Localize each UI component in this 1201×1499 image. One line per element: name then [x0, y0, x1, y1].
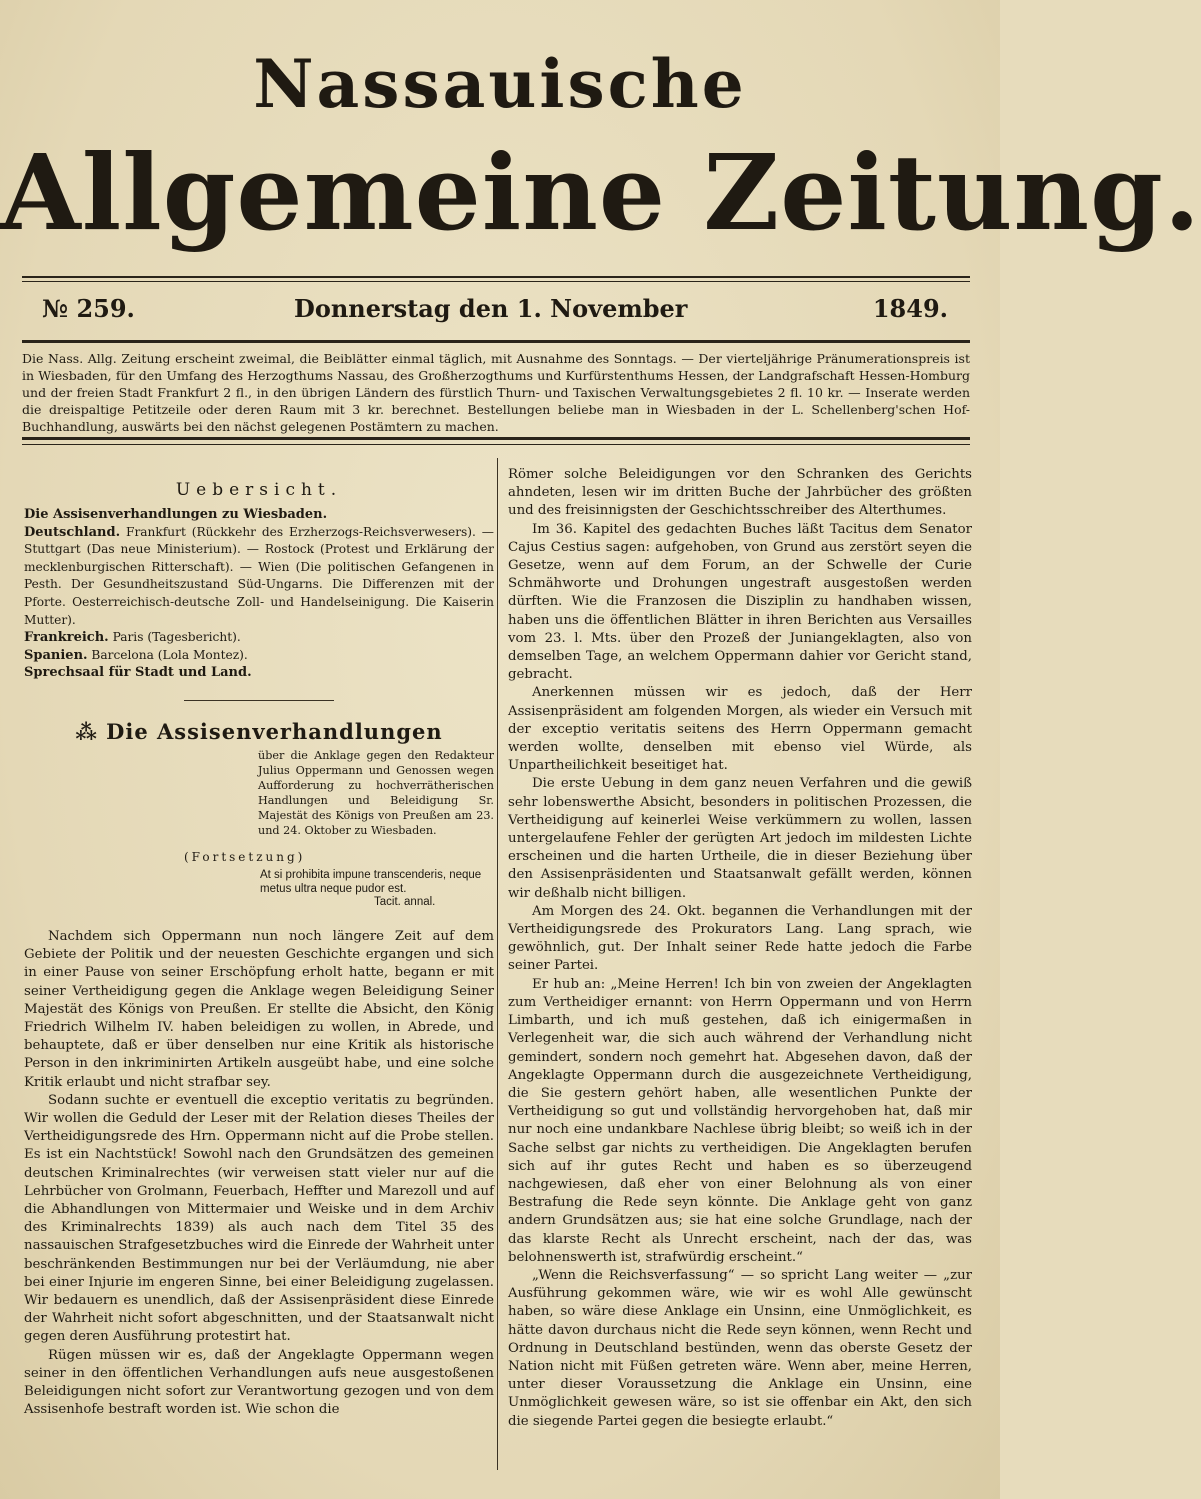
article-paragraph: Er hub an: „Meine Herren! Ich bin von zweien der Angeklagten zum Vertheidiger ernannt: von Herrn Oppermann und von Herrn Limbarth, und ich muß gestehen, daß ich einigermaßen in Verlegenheit war, die sich auch während der Verhandlung nicht gemindert, sondern noch gemehrt hat. Abgesehen davon, daß der Angeklagte Oppermann durch die ausgezeichnete Vertheidigung, die Sie gestern gehört haben, alle wesentlichen Punkte der Vertheidigung so gut und vollständig hervorgehoben hat, daß mir nur noch eine undankbare Nachlese übrig bleibt; so weiß ich in der Sache selbst gar nichts zu vertheidigen. Die Angeklagten berufen sich auf ihr gutes Recht und haben es so überzeugend nachgewiesen, daß eher von einer Belohnung als von einer Bestrafung die Rede seyn könnte. Die Anklage geht von ganz andern Grundsätzen aus; sie hat eine solche Grundlage, nach der das klarste Recht als Unrecht erscheint, nach der das, was belohnenswerth ist, strafwürdig erscheint.“: [508, 976, 972, 1265]
article-subtitle: über die Anklage gegen den Redakteur Julius Oppermann und Genossen wegen Aufforderung zu hochverrätherischen Handlungen und Beleidigung Sr. Majestät des Königs von Preußen am 23. und 24. Oktober zu Wiesbaden.: [258, 748, 494, 837]
masthead-line-2: Allgemeine Zeitung.: [0, 131, 1201, 254]
toc-heading: Uebersicht.: [175, 480, 343, 500]
article-paragraph: Am Morgen des 24. Okt. begannen die Verhandlungen mit der Vertheidigungsrede des Prokurators Lang. Lang sprach, wie gewöhnlich, gut. Der Inhalt seiner Rede hatte jedoch die Farbe seiner Partei.: [508, 903, 972, 974]
right-column: [508, 466, 972, 1431]
toc-label-spanien: Spanien.: [24, 647, 88, 663]
article-paragraph: „Wenn die Reichsverfassung“ — so spricht Lang weiter — „zur Ausführung gekommen wäre, wie wir es wohl Alle gewünscht haben, so wäre diese Anklage ein Unsinn, eine Unmöglichkeit, es hätte davon durchaus nicht die Rede seyn können, wenn Recht und Ordnung in Deutschland bestünden, wenn das oberste Gesetz der Nation nicht mit Füßen getreten wäre. Wenn aber, meine Herren, unter dieser Voraussetzung die Anklage ein Unsinn, eine Unmöglichkeit gewesen wäre, so ist sie offenbar ein Akt, den sich die siegende Partei gegen die besiegte erlaubt.“: [508, 1267, 972, 1429]
masthead-rule-thin: [22, 281, 970, 282]
toc-entry-sprechsaal: Sprechsaal für Stadt und Land.: [24, 665, 252, 681]
masthead-line-1: Nassauische: [253, 45, 747, 123]
toc-text-deutschland: Frankfurt (Rückkehr des Erzherzogs-Reichsverwesers). — Stuttgart (Das neue Ministerium). — Rostock (Protest und Erklärung der mecklenburgischen Ritterschaft). — Wien (Die politischen Gefangenen in Pesth. Der Gesundheitszustand Süd-Ungarns. Die Differenzen mit der Pforte. Oesterreichisch-deutsche Zoll- und Handelseinigung. Die Kaiserin Mutter).: [24, 524, 494, 627]
subscription-notice: [22, 350, 970, 435]
table-of-contents: [24, 506, 494, 682]
section-separator: [184, 700, 334, 701]
toc-label-deutschland: Deutschland.: [24, 524, 121, 540]
left-column: [24, 470, 494, 1419]
issue-number: № 259.: [42, 294, 135, 323]
issue-date: Donnerstag den 1. November: [294, 294, 688, 323]
article-paragraph: Die erste Uebung in dem ganz neuen Verfahren und die gewiß sehr lobenswerthe Absicht, besonders in politischen Prozessen, die Vertheidigung auf keinerlei Weise verkümmern zu wollen, lassen untergelaufene Fehler der gerügten Art jedoch im mildesten Lichte erscheinen und die harten Urtheile, die in dieser Beziehung über den Assisenpräsidenten und Staatsanwalt gefällt werden, können wir deßhalb nicht billigen.: [508, 776, 972, 901]
article-paragraph: Nachdem sich Oppermann nun noch längere Zeit auf dem Gebiete der Politik und der neuesten Geschichte ergangen und sich in einer Pause von seiner Erschöpfung erholt hatte, begann er mit seiner Vertheidigung gegen die Anklage wegen Beleidigung Seiner Majestät des Königs von Preußen. Er stellte die Absicht, den König Friedrich Wilhelm IV. haben beleidigen zu wollen, in Abrede, und behauptete, daß er über denselben nur eine Kritik als historische Person in den inkriminirten Artikeln ausgeübt habe, und eine solche Kritik erlaubt und nicht strafbar sey.: [24, 928, 494, 1090]
notice-text: Die Nass. Allg. Zeitung erscheint zweimal, die Beiblätter einmal täglich, mit Ausnahme des Sonntags. — Der vierteljährige Pränumerationspreis ist in Wiesbaden, für den Umfang des Herzogthums Nassau, des Großherzogthums und Kurfürstenthums Hessen, der Landgrafschaft Hessen-Homburg und der freien Stadt Frankfurt 2 fl., in den übrigen Ländern des fürstlich Thurn- und Taxischen Verwaltungsgebietes 2 fl. 10 kr. — Inserate werden die dreispaltige Petitzeile oder deren Raum mit 3 kr. berechnet. Bestellungen beliebe man in Wiesbaden in der L. Schellenberg'schen Hof-Buchhandlung, auswärts bei den nächst gelegenen Postämtern zu machen.: [22, 351, 970, 434]
toc-text-spanien: Barcelona (Lola Montez).: [91, 647, 248, 662]
toc-entry-assisen: Die Assisenverhandlungen zu Wiesbaden.: [24, 507, 328, 522]
article-paragraph: Sodann suchte er eventuell die exceptio veritatis zu begründen. Wir wollen die Geduld der Leser mit der Relation dieses Theiles der Vertheidigungsrede des Hrn. Oppermann nicht auf die Probe stellen. Es ist ein Nachtstück! Sowohl nach den Grundsätzen des gemeinen deutschen Kriminalrechtes (wir verweisen statt vieler nur auf die Lehrbücher von Grolmann, Feuerbach, Heffter und Marezoll und auf die Abhandlungen von Mittermaier und Weiske und in dem Archiv des Kriminalrechts 1839) als auch nach dem Titel 35 des nassauischen Strafgesetzbuches wird die Einrede der Wahrheit unter beschränkenden Bestimmungen nur bei der Verläumdung, nie aber bei einer Injurie im engeren Sinne, bei einer Beleidigung zugelassen. Wir bedauern es unendlich, daß der Assisenpräsident diese Einrede der Wahrheit nicht sofort abgeschnitten, und der Staatsanwalt nicht gegen deren Ausführung protestirt hat.: [24, 1092, 494, 1345]
motto-source: Tacit. annal.: [374, 895, 436, 908]
continuation-label: (Fortsetzung): [184, 849, 306, 864]
column-divider: [497, 458, 498, 1470]
article-paragraph: Anerkennen müssen wir es jedoch, daß der Herr Assisenpräsident am folgenden Morgen, als wieder ein Versuch mit der exceptio veritatis seitens des Herrn Oppermann gemacht werden wollte, denselben mit ebenso viel Würde, als Unpartheilichkeit beseitiget hat.: [508, 685, 972, 774]
notice-rule-thin: [22, 444, 970, 445]
issue-year: 1849.: [872, 294, 948, 323]
article-title: ⁂ Die Assisenverhandlungen: [75, 718, 443, 744]
dateline-rule: [22, 340, 970, 343]
article-paragraph: Römer solche Beleidigungen vor den Schranken des Gerichts ahndeten, lesen wir im dritten Buche der Jahrbücher des größten und des freisinnigsten der Geschichtsschreiber des Alterthumes.: [508, 467, 972, 519]
article-paragraph: Rügen müssen wir es, daß der Angeklagte Oppermann wegen seiner in den öffentlichen Verhandlungen aufs neue ausgestoßenen Beleidigungen nicht sofort zur Verantwortung gezogen und von dem Assisenhofe bestraft worden ist. Wie schon die: [24, 1347, 494, 1418]
toc-text-frankreich: Paris (Tagesbericht).: [112, 630, 241, 645]
article-paragraph: Im 36. Kapitel des gedachten Buches läßt Tacitus dem Senator Cajus Cestius sagen: aufgehoben, von Grund aus zerstört seyen die Gesetze, wenn auf dem Forum, an der Schwelle der Curie Schmähworte und Drohungen ungestraft ausgestoßen werden dürften. Wie die Franzosen die Disziplin zu handhaben wissen, haben uns die öffentlichen Blätter in ihren Berichten aus Versailles vom 23. l. Mts. über den Prozeß der Juniangeklagten, also von demselben Tage, an welchem Oppermann dahier vor Gericht stand, gebracht.: [508, 521, 972, 683]
masthead-rule: [22, 276, 970, 278]
toc-label-frankreich: Frankreich.: [24, 630, 109, 646]
motto-quote: At si prohibita impune transcenderis, neque metus ultra neque pudor est.: [260, 868, 482, 895]
notice-rule: [22, 437, 970, 440]
dateline: [22, 294, 970, 334]
